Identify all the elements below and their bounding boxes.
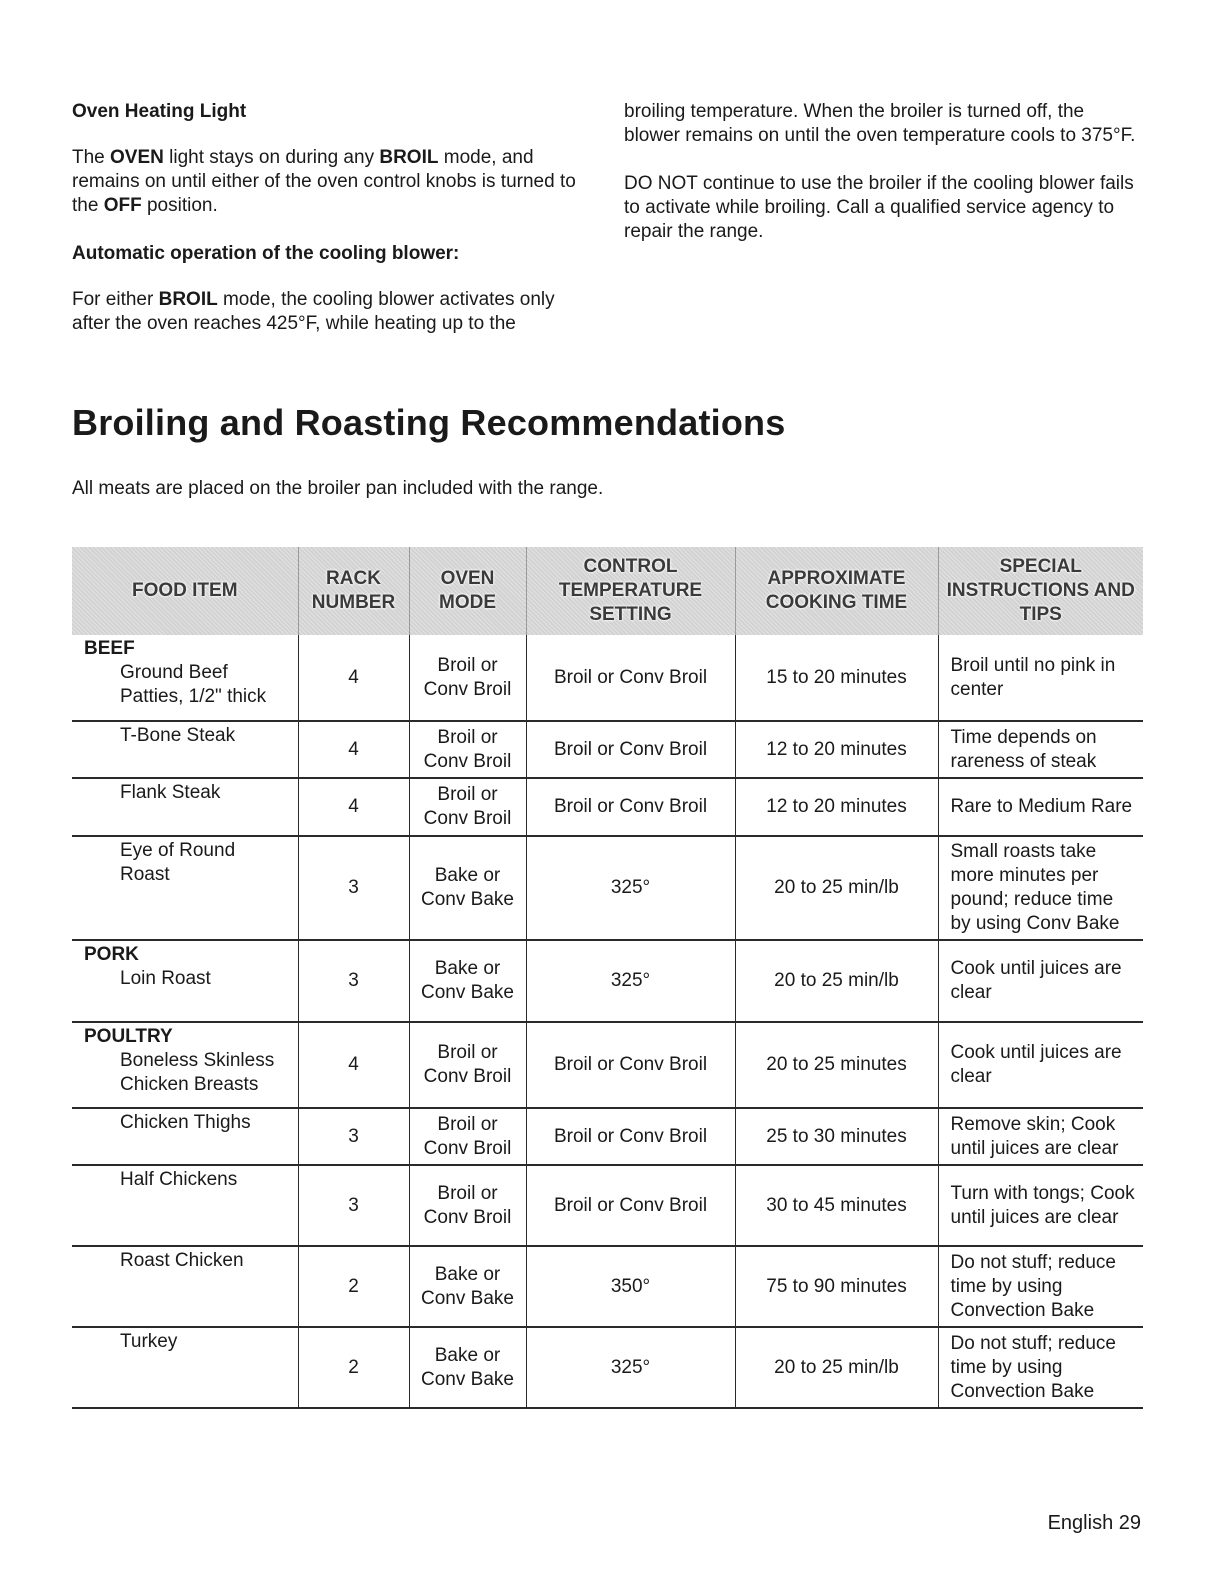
food-item-cell [72, 1108, 298, 1165]
oven-mode-cell: Broil or Conv Broil [409, 1165, 526, 1246]
food-item-cell [72, 836, 298, 940]
food-item-cell [72, 778, 298, 836]
oven-mode-cell: Broil or Conv Broil [409, 1108, 526, 1165]
blower-continued-text: broiling temperature. When the broiler is turned off, the blower remains on until the oven temperature cools to 375°F. [624, 101, 1136, 146]
special-instructions-cell: Broil until no pink in center [938, 635, 1143, 721]
rack-number-cell: 3 [298, 836, 409, 940]
rack-number-cell: 4 [298, 635, 409, 721]
header-special-instructions: SPECIAL INSTRUCTIONS AND TIPS [938, 547, 1143, 635]
control-temperature-cell: Broil or Conv Broil [526, 635, 735, 721]
header-cooking-time: APPROXIMATE COOKING TIME [735, 547, 938, 635]
control-temperature-cell: Broil or Conv Broil [526, 1165, 735, 1246]
left-column [72, 100, 592, 360]
table-row [72, 1327, 1143, 1408]
oven-mode-cell: Broil or Conv Broil [409, 721, 526, 778]
control-temperature-cell: Broil or Conv Broil [526, 721, 735, 778]
food-name: T-Bone Steak [120, 725, 236, 746]
cooking-time-cell: 12 to 20 minutes [735, 778, 938, 836]
food-category: PORK [84, 944, 139, 965]
food-name: Half Chickens [120, 1169, 238, 1190]
recommendations-table [72, 547, 1143, 1409]
special-instructions-cell: Time depends on rareness of steak [938, 721, 1143, 778]
table-row [72, 1108, 1143, 1165]
special-instructions-cell: Cook until juices are clear [938, 1022, 1143, 1108]
special-instructions-cell: Small roasts take more minutes per pound; reduce time by using Conv Bake [938, 836, 1143, 940]
oven-heating-light-text: The OVEN light stays on during any BROIL mode, and remains on until either of the oven control knobs is turned to the OFF position. [72, 147, 576, 216]
rack-number-cell: 3 [298, 1108, 409, 1165]
control-temperature-cell: Broil or Conv Broil [526, 1022, 735, 1108]
food-name: Turkey [120, 1331, 178, 1352]
oven-mode-cell: Bake or Conv Bake [409, 836, 526, 940]
oven-mode-cell: Broil or Conv Broil [409, 778, 526, 836]
table-row [72, 1022, 1143, 1108]
header-rack-number: RACK NUMBER [298, 547, 409, 635]
food-category: POULTRY [84, 1026, 173, 1047]
cooling-blower-heading: Automatic operation of the cooling blower: [72, 243, 460, 264]
food-name: Flank Steak [120, 782, 221, 803]
special-instructions-cell: Remove skin; Cook until juices are clear [938, 1108, 1143, 1165]
food-name: Loin Roast [120, 968, 211, 989]
oven-mode-cell: Bake or Conv Bake [409, 940, 526, 1022]
rack-number-cell: 2 [298, 1246, 409, 1327]
control-temperature-cell: 325° [526, 836, 735, 940]
food-item-cell [72, 721, 298, 778]
table-row [72, 721, 1143, 778]
control-temperature-cell: 325° [526, 940, 735, 1022]
page-footer: English 29 [1047, 1512, 1141, 1534]
food-item-cell [72, 1165, 298, 1246]
cooking-time-cell: 20 to 25 minutes [735, 1022, 938, 1108]
food-category: BEEF [84, 638, 135, 659]
cooking-time-cell: 20 to 25 min/lb [735, 940, 938, 1022]
header-control-temperature: CONTROL TEMPERATURE SETTING [526, 547, 735, 635]
food-name: Boneless Skinless Chicken Breasts [120, 1050, 275, 1095]
rack-number-cell: 4 [298, 721, 409, 778]
header-oven-mode: OVEN MODE [409, 547, 526, 635]
section-title: Broiling and Roasting Recommendations [72, 402, 786, 443]
special-instructions-cell: Rare to Medium Rare [938, 778, 1143, 836]
food-item-cell [72, 940, 298, 1022]
oven-mode-cell: Bake or Conv Bake [409, 1327, 526, 1408]
cooking-time-cell: 75 to 90 minutes [735, 1246, 938, 1327]
table-row [72, 635, 1143, 721]
oven-heating-light-heading: Oven Heating Light [72, 101, 247, 122]
food-name: Roast Chicken [120, 1250, 244, 1271]
special-instructions-cell: Do not stuff; reduce time by using Convection Bake [938, 1327, 1143, 1408]
oven-mode-cell: Broil or Conv Broil [409, 1022, 526, 1108]
food-item-cell [72, 635, 298, 721]
cooking-time-cell: 15 to 20 minutes [735, 635, 938, 721]
cooling-blower-text: For either BROIL mode, the cooling blower activates only after the oven reaches 425°F, while heating up to the [72, 289, 555, 334]
rack-number-cell: 4 [298, 778, 409, 836]
control-temperature-cell: Broil or Conv Broil [526, 1108, 735, 1165]
table-header-row [72, 547, 1143, 635]
right-column [624, 100, 1144, 268]
food-name: Eye of Round Roast [120, 840, 236, 885]
food-item-cell [72, 1246, 298, 1327]
header-food-item: FOOD ITEM [72, 547, 298, 635]
table-row [72, 1165, 1143, 1246]
cooking-time-cell: 30 to 45 minutes [735, 1165, 938, 1246]
rack-number-cell: 2 [298, 1327, 409, 1408]
special-instructions-cell: Do not stuff; reduce time by using Convection Bake [938, 1246, 1143, 1327]
rack-number-cell: 3 [298, 1165, 409, 1246]
rack-number-cell: 4 [298, 1022, 409, 1108]
control-temperature-cell: 350° [526, 1246, 735, 1327]
table-row [72, 1246, 1143, 1327]
food-item-cell [72, 1327, 298, 1408]
control-temperature-cell: Broil or Conv Broil [526, 778, 735, 836]
table-row [72, 836, 1143, 940]
food-item-cell [72, 1022, 298, 1108]
cooking-time-cell: 12 to 20 minutes [735, 721, 938, 778]
special-instructions-cell: Turn with tongs; Cook until juices are clear [938, 1165, 1143, 1246]
food-name: Chicken Thighs [120, 1112, 251, 1133]
table-row [72, 778, 1143, 836]
oven-mode-cell: Bake or Conv Bake [409, 1246, 526, 1327]
cooking-time-cell: 20 to 25 min/lb [735, 836, 938, 940]
table-row [72, 940, 1143, 1022]
food-name: Ground Beef Patties, 1/2" thick [120, 662, 267, 707]
cooking-time-cell: 20 to 25 min/lb [735, 1327, 938, 1408]
control-temperature-cell: 325° [526, 1327, 735, 1408]
cooking-time-cell: 25 to 30 minutes [735, 1108, 938, 1165]
broiler-warning-text: DO NOT continue to use the broiler if the cooling blower fails to activate while broiling. Call a qualified service agency to repair the range. [624, 173, 1134, 242]
intro-text: All meats are placed on the broiler pan included with the range. [72, 478, 604, 499]
rack-number-cell: 3 [298, 940, 409, 1022]
oven-mode-cell: Broil or Conv Broil [409, 635, 526, 721]
special-instructions-cell: Cook until juices are clear [938, 940, 1143, 1022]
